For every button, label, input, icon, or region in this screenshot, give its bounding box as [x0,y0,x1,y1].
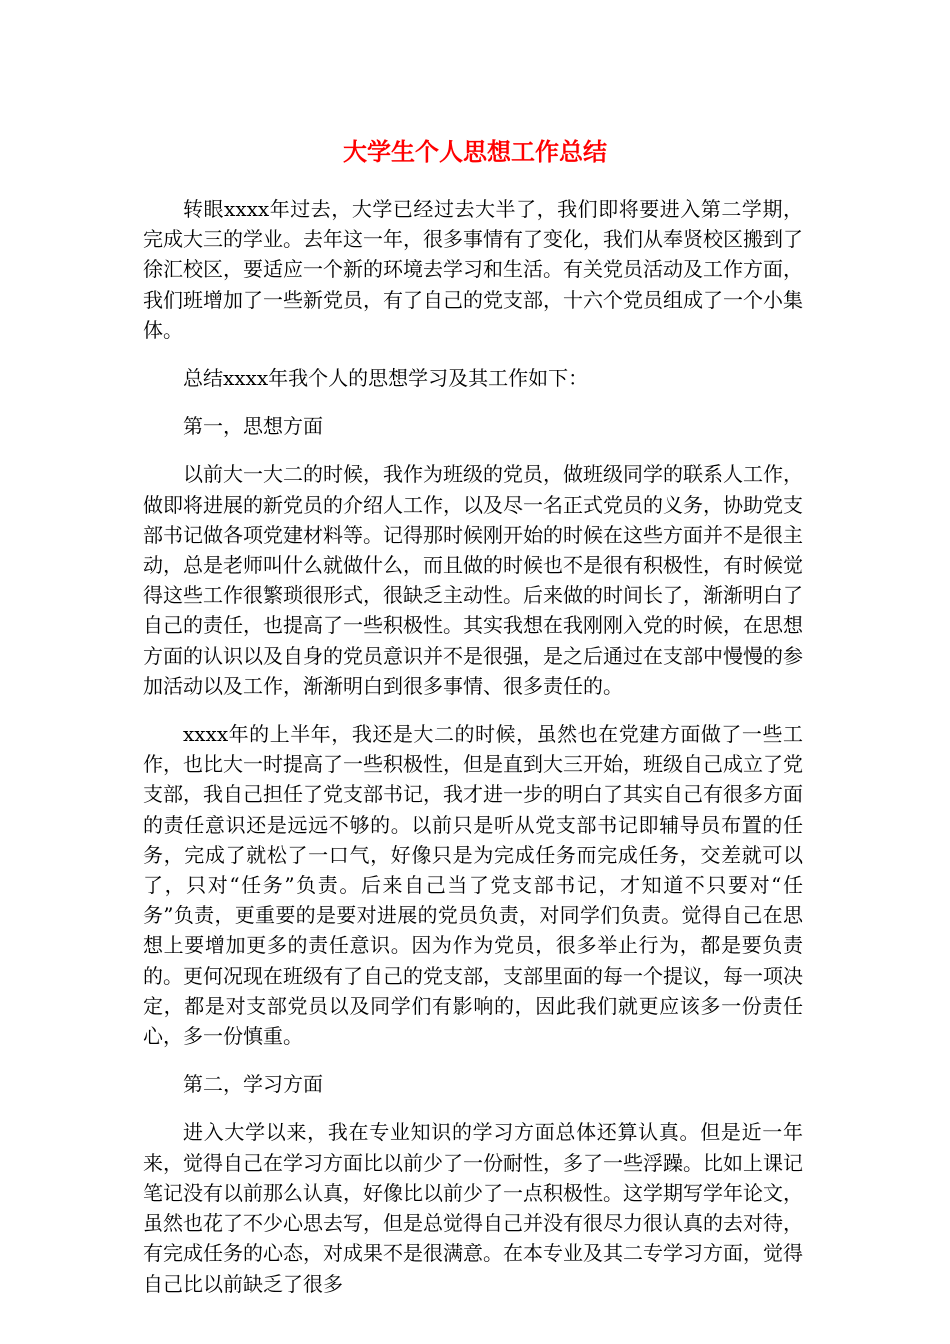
paragraph-study-1: 进入大学以来，我在专业知识的学习方面总体还算认真。但是近一年来，觉得自己在学习方面比以前少了一份耐性，多了一些浮躁。比如上课记笔记没有以前那么认真，好像比以前少了一点积极性。这学期写学年论文，虽然也花了不少心思去写，但是总觉得自己并没有很尽力很认真的去对待，有完成任务的心态，对成果不是很满意。在本专业及其二专学习方面，觉得自己比以前缺乏了很多 [143,1120,803,1296]
section-heading-thought: 第一，思想方面 [183,414,323,439]
section-heading-study: 第二，学习方面 [183,1072,323,1097]
paragraph-summary-lead: 总结xxxx年我个人的思想学习及其工作如下： [183,366,589,391]
paragraph-thought-1: 以前大一大二的时候，我作为班级的党员，做班级同学的联系人工作，做即将进展的新党员的介绍人工作，以及尽一名正式党员的义务，协助党支部书记做各项党建材料等。记得那时候刚开始的时候在这些方面并不是很主动，总是老师叫什么就做什么，而且做的时候也不是很有积极性，有时候觉得这些工作很繁琐很形式，很缺乏主动性。后来做的时间长了，渐渐明白了自己的责任，也提高了一些积极性。其实我想在我刚刚入党的时候，在思想方面的认识以及自身的党员意识并不是很强，是之后通过在支部中慢慢的参加活动以及工作，渐渐明白到很多事情、很多责任的。 [143,462,803,698]
document-body [143,194,803,1317]
document-title: 大学生个人思想工作总结 [343,138,607,166]
paragraph-intro: 转眼xxxx年过去，大学已经过去大半了，我们即将要进入第二学期，完成大三的学业。去年这一年，很多事情有了变化，我们从奉贤校区搬到了徐汇校区，要适应一个新的环境去学习和生活。有关党员活动及工作方面，我们班增加了一些新党员，有了自己的党支部，十六个党员组成了一个小集体。 [143,197,803,342]
paragraph-thought-2: xxxx年的上半年，我还是大二的时候，虽然也在党建方面做了一些工作，也比大一时提高了一些积极性，但是直到大三开始，班级自己成立了党支部，我自己担任了党支部书记，我才进一步的明白了其实自己有很多方面的责任意识还是远远不够的。以前只是听从党支部书记即辅导员布置的任务，完成了就松了一口气，好像只是为完成任务而完成任务，交差就可以了，只对“任务”负责。后来自己当了党支部书记，才知道不只要对“任务”负责，更重要的是要对进展的党员负责，对同学们负责。觉得自己在思想上要增加更多的责任意识。因为作为党员，很多举止行为，都是要负责的。更何况现在班级有了自己的党支部，支部里面的每一个提议，每一项决定，都是对支部党员以及同学们有影响的，因此我们就更应该多一份责任心，多一份慎重。 [143,722,803,1049]
